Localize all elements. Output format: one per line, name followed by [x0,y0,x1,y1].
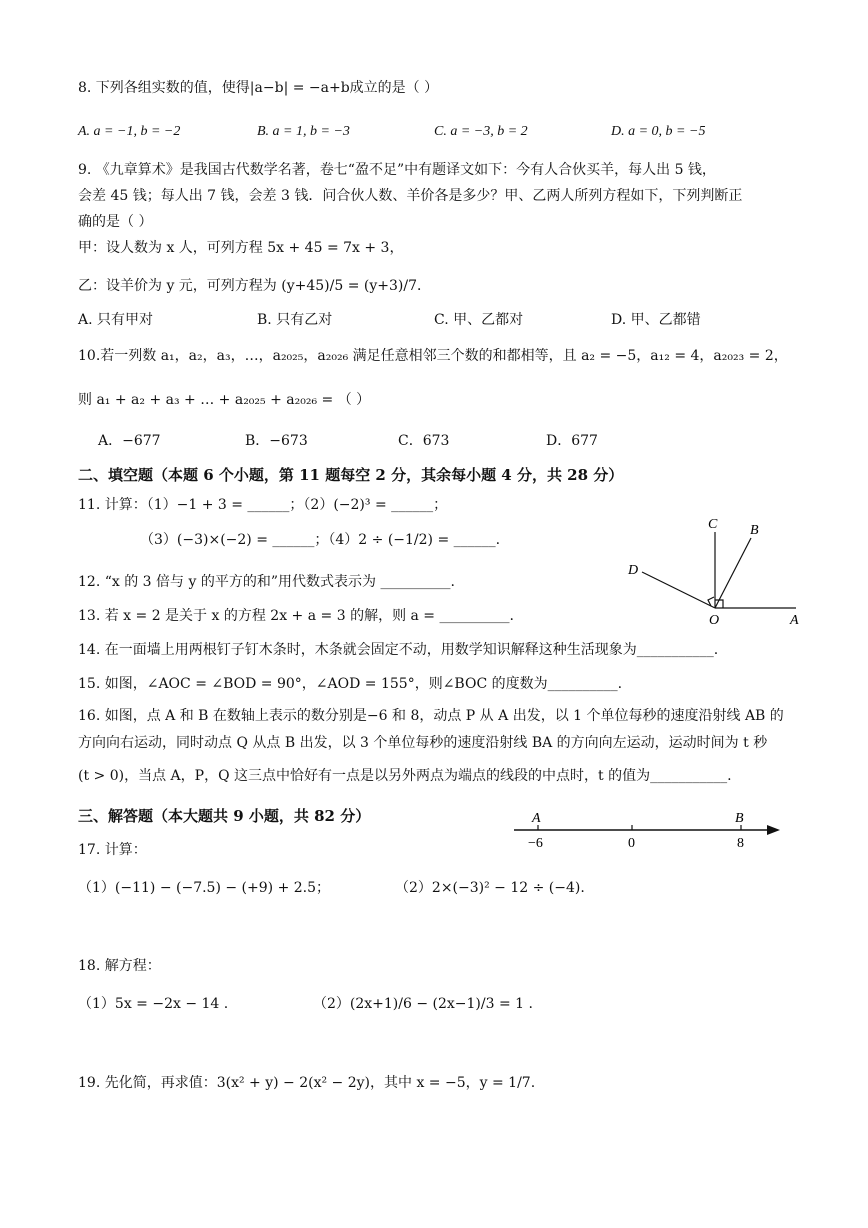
q17-title: 17. 计算： [78,842,147,858]
q9-option-b: B. 只有乙对 [257,312,333,328]
point-b-label: B [735,811,744,826]
ray-od [642,572,715,608]
q18-part-2: （2）(2x+1)/6 − (2x−1)/3 = 1 . [313,996,533,1012]
label-c: C [708,517,718,532]
label-b: B [750,523,759,538]
q9-jia: 甲：设人数为 x 人，可列方程 5x + 45 = 7x + 3， [78,240,404,256]
point-a-label: A [532,811,541,826]
q9-option-a: A. 只有甲对 [78,312,154,328]
label-a: A [790,613,799,628]
q16-line-1: 16. 如图，点 A 和 B 在数轴上表示的数分别是−6 和 8，动点 P 从 A 出发，以 1 个单位每秒的速度沿射线 AB 的 [78,708,784,724]
q18-part-1: （1）5x = −2x − 14 . [78,996,229,1012]
q10-option-b: B．−673 [245,433,308,449]
q8-option-b: B. a = 1, b = −3 [257,124,350,139]
label-o: O [709,613,720,628]
q11-part-1: 11. 计算：（1）−1 + 3 = ______；（2）(−2)³ = ______； [78,497,448,513]
tick-label-neg6: −6 [528,836,543,851]
tick-label-8: 8 [737,836,744,851]
q10-line-1: 10.若一列数 a₁，a₂，a₃，…，a₂₀₂₅，a₂₀₂₆ 满足任意相邻三个数的和都相等，且 a₂ = −5，a₁₂ = 4，a₂₀₂₃ = 2， [78,348,788,364]
q9-line-1: 9. 《九章算术》是我国古代数学名著，卷七“盈不足”中有题译文如下：今有人合伙买羊，每人出 5 钱， [78,162,716,178]
q9-line-2: 会差 45 钱；每人出 7 钱，会差 3 钱．问合伙人数、羊价各是多少？甲、乙两人所列方程如下，下列判断正 [78,188,743,204]
q9-line-3: 确的是（ ） [78,214,153,230]
q17-part-1: （1）(−11) − (−7.5) − (+9) + 2.5； [78,880,331,896]
q8-option-c: C. a = −3, b = 2 [434,124,528,139]
q12: 12. “x 的 3 倍与 y 的平方的和”用代数式表示为 __________. [78,574,455,590]
q9-option-d: D. 甲、乙都错 [611,312,701,328]
q11-part-2: （3）(−3)×(−2) = ______；（4）2 ÷ (−1/2) = ______. [140,532,501,548]
q8-stem: 8. 下列各组实数的值，使得|a−b| = −a+b成立的是（ ） [78,80,439,96]
section-2-title: 二、填空题（本题 6 个小题，第 11 题每空 2 分，其余每小题 4 分，共 28 分） [78,466,624,484]
ray-ob [715,538,751,608]
q10-option-a: A．−677 [98,433,161,449]
section-3-title: 三、解答题（本大题共 9 小题，共 82 分） [78,807,371,825]
q8-option-a: A. a = −1, b = −2 [78,124,181,139]
q15: 15. 如图，∠AOC = ∠BOD = 90°，∠AOD = 155°，则∠BOC 的度数为__________. [78,676,623,692]
arrow-right-icon [767,825,780,835]
q17-part-2: （2）2×(−3)² − 12 ÷ (−4). [395,880,585,896]
tick-label-0: 0 [628,836,635,851]
q13: 13. 若 x = 2 是关于 x 的方程 2x + a = 3 的解，则 a = __________. [78,608,514,624]
q10-option-c: C．673 [398,433,450,449]
label-d: D [628,563,639,578]
q8-option-d: D. a = 0, b = −5 [611,124,706,139]
q16-line-3: (t > 0)，当点 A，P，Q 这三点中恰好有一点是以另外两点为端点的线段的中点时，t 的值为___________. [78,768,732,784]
q10-option-d: D．677 [546,433,598,449]
q18-title: 18. 解方程： [78,958,161,974]
number-line-figure [508,806,790,858]
angle-figure [620,510,810,630]
q19: 19. 先化简，再求值：3(x² + y) − 2(x² − 2y)，其中 x = −5，y = 1/7. [78,1075,536,1091]
q14: 14. 在一面墙上用两根钉子钉木条时，木条就会固定不动，用数学知识解释这种生活现象为___________. [78,642,719,658]
q9-yi: 乙：设羊价为 y 元，可列方程为 (y+45)/5 = (y+3)/7． [78,278,431,294]
q10-line-2: 则 a₁ + a₂ + a₃ + … + a₂₀₂₅ + a₂₀₂₆ = （ ） [78,392,371,408]
q9-option-c: C. 甲、乙都对 [434,312,524,328]
q16-line-2: 方向向右运动，同时动点 Q 从点 B 出发，以 3 个单位每秒的速度沿射线 BA 的方向向左运动，运动时间为 t 秒 [78,735,768,751]
